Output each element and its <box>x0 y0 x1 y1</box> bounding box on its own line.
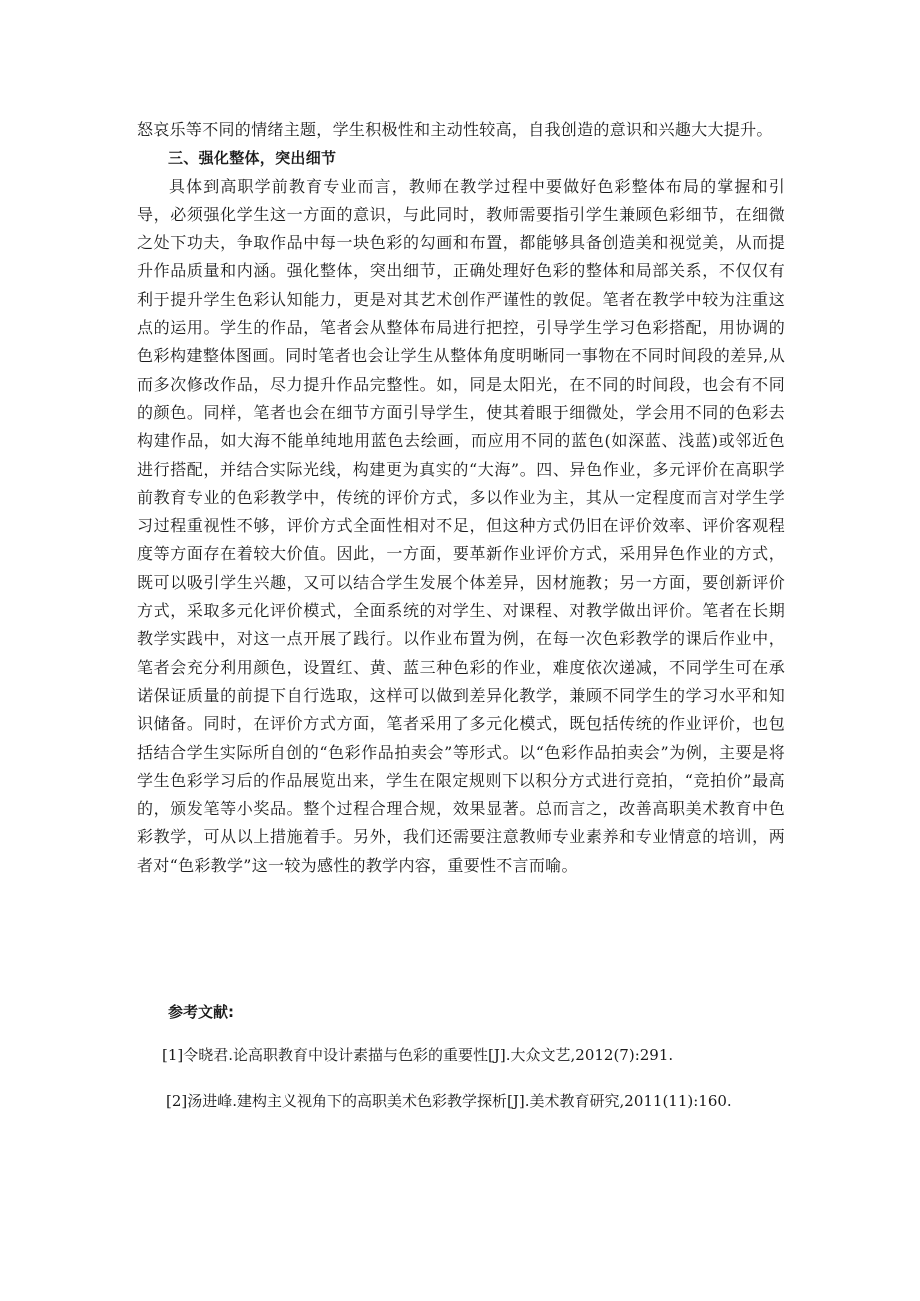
intro-line: 怒哀乐等不同的情绪主题，学生积极性和主动性较高，自我创造的意识和兴趣大大提升。 <box>137 120 773 139</box>
references-heading: 参考文献: <box>168 1003 234 1021</box>
main-paragraph: 具体到高职学前教育专业而言，教师在教学过程中要做好色彩整体布局的掌握和引导，必须强化学生这一方面的意识，与此同时，教师需要指引学生兼顾色彩细节，在细微之处下功夫，争取作品中每一块色彩的勾画和布置，都能够具备创造美和视觉美，从而提升作品质量和内涵。强化整体，突出细节，正确处理好色彩的整体和局部关系，不仅仅有利于提升学生色彩认知能力，更是对其艺术创作严谨性的敦促。笔者在教学中较为注重这点的运用。学生的作品，笔者会从整体布局进行把控，引导学生学习色彩搭配，用协调的色彩构建整体图画。同时笔者也会让学生从整体角度明晰同一事物在不同时间段的差异,从而多次修改作品，尽力提升作品完整性。如，同是太阳光，在不同的时间段，也会有不同的颜色。同样，笔者也会在细节方面引导学生，使其着眼于细微处，学会用不同的色彩去构建作品，如大海不能单纯地用蓝色去绘画，而应用不同的蓝色(如深蓝、浅蓝)或邻近色进行搭配，并结合实际光线，构建更为真实的“大海”。四、异色作业，多元评价在高职学前教育专业的色彩教学中，传统的评价方式，多以作业为主，其从一定程度而言对学生学习过程重视性不够，评价方式全面性相对不足，但这种方式仍旧在评价效率、评价客观程度等方面存在着较大价值。因此，一方面，要革新作业评价方式，采用异色作业的方式，既可以吸引学生兴趣，又可以结合学生发展个体差异，因材施教；另一方面，要创新评价方式，采取多元化评价模式，全面系统的对学生、对课程、对教学做出评价。笔者在长期教学实践中，对这一点开展了践行。以作业布置为例，在每一次色彩教学的课后作业中，笔者会充分利用颜色，设置红、黄、蓝三种色彩的作业，难度依次递减，不同学生可在承诺保证质量的前提下自行选取，这样可以做到差异化教学，兼顾不同学生的学习水平和知识储备。同时，在评价方式方面，笔者采用了多元化模式，既包括传统的作业评价，也包括结合学生实际所自创的“色彩作品拍卖会”等形式。以“色彩作品拍卖会”为例，主要是将学生色彩学习后的作品展览出来，学生在限定规则下以积分方式进行竞拍，“竞拍价”最高的，颁发笔等小奖品。整个过程合理合规，效果显著。总而言之，改善高职美术教育中色彩教学，可从以上措施着手。另外，我们还需要注意教师专业素养和专业情意的培训，两者对“色彩教学”这一较为感性的教学内容，重要性不言而喻。 <box>137 176 785 875</box>
reference-item: [1]令晓君.论高职教育中设计素描与色彩的重要性[J].大众文艺,2012(7):291. <box>162 1046 674 1064</box>
references-section <box>137 1000 797 1112</box>
section-heading: 三、强化整体，突出细节 <box>168 149 337 168</box>
body-text <box>137 116 785 880</box>
reference-item: [2]汤进峰.建构主义视角下的高职美术色彩教学探析[J].美术教育研究,2011(11):160. <box>166 1092 732 1110</box>
